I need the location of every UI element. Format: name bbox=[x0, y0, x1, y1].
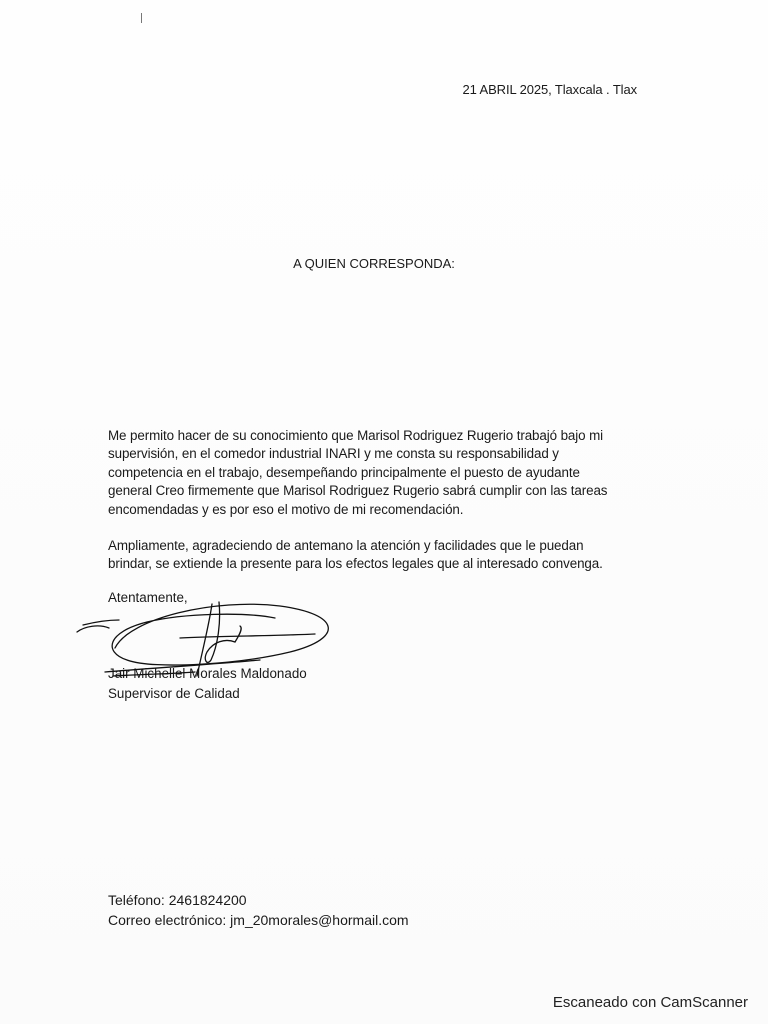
date-place: 21 ABRIL 2025, Tlaxcala . Tlax bbox=[462, 82, 637, 97]
paragraph-line: competencia en el trabajo, desempeñando principalmente el puesto de ayudante bbox=[108, 464, 580, 480]
closing: Atentamente, bbox=[108, 590, 188, 605]
camscanner-watermark: Escaneado con CamScanner bbox=[552, 994, 748, 1011]
paragraph-line: general Creo firmemente que Marisol Rodriguez Rugerio sabrá cumplir con las tareas bbox=[108, 483, 608, 499]
paragraph-line: encomendadas y es por eso el motivo de mi recomendación. bbox=[108, 501, 464, 517]
contact-email: Correo electrónico: jm_20morales@hormail.com bbox=[108, 912, 409, 928]
paragraph-line: Me permito hacer de su conocimiento que Marisol Rodriguez Rugerio trabajó bajo mi bbox=[108, 428, 604, 443]
scan-mark bbox=[141, 13, 142, 23]
paragraph-recommendation bbox=[108, 427, 608, 519]
paragraph-line: supervisión, en el comedor industrial INARI y me consta su responsabilidad y bbox=[108, 446, 559, 462]
handwritten-signature bbox=[75, 590, 340, 685]
signer-name: Jair Michellel Morales Maldonado bbox=[108, 666, 307, 681]
paragraph-line: brindar, se extiende la presente para los efectos legales que al interesado convenga. bbox=[108, 556, 603, 572]
salutation: A QUIEN CORRESPONDA: bbox=[293, 256, 455, 271]
contact-phone: Teléfono: 2461824200 bbox=[108, 892, 247, 908]
signer-title: Supervisor de Calidad bbox=[108, 686, 240, 701]
paragraph-thanks bbox=[108, 537, 708, 574]
paragraph-line: Ampliamente, agradeciendo de antemano la atención y facilidades que le puedan bbox=[108, 538, 584, 553]
